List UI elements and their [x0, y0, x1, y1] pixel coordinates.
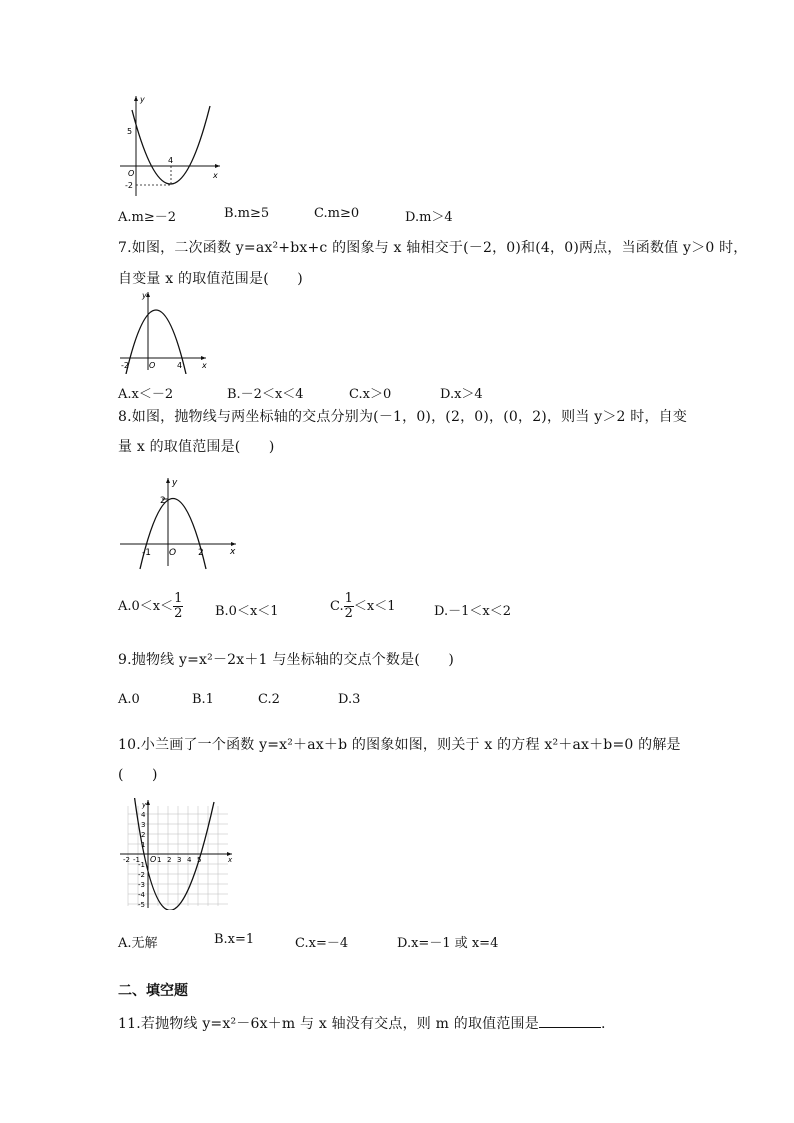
q8-option-a-prefix: A.0＜x＜	[118, 599, 174, 614]
q6-graph	[118, 92, 226, 200]
q10-x-tick: -1	[133, 856, 140, 864]
q9-option-c: C.2	[258, 692, 280, 707]
q10-graph	[118, 798, 238, 910]
q9-option-a: A.0	[118, 692, 140, 707]
q7-option-d: D.x＞4	[440, 387, 483, 402]
q10-x-tick: 2	[167, 856, 172, 864]
q8-graph	[118, 476, 242, 572]
q8-option-c-prefix: C.	[330, 599, 344, 614]
q8-option-c-numerator: 1	[344, 591, 353, 606]
q10-x-tick: 5	[197, 856, 202, 864]
q6-origin: O	[128, 169, 135, 178]
q10-y-tick: -2	[138, 871, 145, 879]
q11-stem	[118, 1013, 606, 1033]
q10-y-tick: -5	[138, 901, 145, 909]
q8-option-c-fraction	[344, 592, 354, 621]
q8-option-a	[118, 592, 183, 621]
q8-option-c-denominator: 2	[344, 606, 353, 621]
q10-option-d: D.x=－1 或 x=4	[397, 936, 499, 951]
q6-y-tick-5: 5	[127, 127, 133, 136]
q8-x-tick-2: 2	[198, 548, 204, 558]
q10-x-tick: 3	[177, 856, 182, 864]
q7-stem-line1: 7.如图，二次函数 y=ax²+bx+c 的图象与 x 轴相交于(－2，0)和(4，0)两点，当函数值 y＞0 时，	[118, 240, 748, 256]
q8-option-b: B.0＜x＜1	[215, 604, 279, 619]
q10-stem-line1: 10.小兰画了一个函数 y=x²＋ax＋b 的图象如图，则关于 x 的方程 x²＋ax＋b=0 的解是	[118, 737, 681, 753]
q8-option-a-fraction	[173, 592, 183, 621]
q10-x-tick: 4	[187, 856, 192, 864]
q7-graph	[118, 288, 210, 374]
q10-y-axis-label: y	[142, 801, 147, 809]
q8-y-tick-2: 2	[160, 496, 166, 506]
q7-x-tick-neg2: -2	[121, 361, 129, 370]
q8-option-d: D.－1＜x＜2	[434, 604, 511, 619]
q10-y-tick: -3	[138, 881, 145, 889]
q6-x-axis-label: x	[213, 171, 218, 180]
section-title-fill-in: 二、填空题	[118, 983, 188, 999]
q7-option-c: C.x＞0	[349, 387, 392, 402]
q8-option-a-numerator: 1	[174, 591, 183, 606]
q10-y-tick: -1	[138, 861, 145, 869]
q7-x-axis-label: x	[202, 361, 207, 370]
q10-option-b: B.x=1	[214, 932, 255, 947]
q10-y-tick: 1	[141, 841, 146, 849]
q8-x-tick-neg1: -1	[142, 548, 151, 558]
q6-y-tick-neg2: -2	[125, 181, 133, 190]
q10-option-a: A.无解	[118, 936, 158, 951]
q7-origin: O	[149, 361, 156, 370]
q7-option-a: A.x＜－2	[118, 387, 174, 402]
q10-x-axis-label: x	[228, 856, 233, 864]
q10-origin: O	[150, 855, 157, 864]
q8-y-axis-label: y	[172, 478, 178, 488]
q8-option-c-suffix: ＜x＜1	[353, 599, 396, 614]
q8-x-axis-label: x	[230, 547, 236, 557]
q10-x-tick: 1	[157, 856, 162, 864]
q10-x-tick: -2	[123, 856, 130, 864]
q7-option-b: B.－2＜x＜4	[227, 387, 304, 402]
q7-y-axis-label: y	[142, 291, 147, 300]
q6-x-tick-4: 4	[168, 156, 174, 165]
q9-option-d: D.3	[338, 692, 361, 707]
q11-stem-text: 11.若抛物线 y=x²－6x＋m 与 x 轴没有交点，则 m 的取值范围是	[118, 1016, 539, 1032]
q11-stem-end: .	[600, 1016, 606, 1032]
q6-option-c: C.m≥0	[314, 206, 360, 221]
q10-y-tick: -4	[138, 891, 145, 899]
q8-origin: O	[169, 548, 177, 558]
q7-stem-line2: 自变量 x 的取值范围是( )	[118, 271, 303, 287]
q10-option-c: C.x=－4	[295, 936, 349, 951]
q6-option-a: A.m≥－2	[118, 210, 177, 225]
q10-y-tick: 2	[141, 831, 146, 839]
q9-stem-line1: 9.抛物线 y=x²－2x＋1 与坐标轴的交点个数是( )	[118, 652, 455, 668]
q10-stem-line2: ( )	[118, 767, 158, 783]
q6-option-d: D.m＞4	[405, 210, 453, 225]
q8-stem-line1: 8.如图，抛物线与两坐标轴的交点分别为(－1，0)，(2，0)，(0，2)，则当 y＞2 时，自变	[118, 409, 688, 425]
q8-option-a-denominator: 2	[174, 606, 183, 621]
q6-y-axis-label: y	[140, 95, 145, 104]
q10-y-tick: 4	[141, 811, 146, 819]
q11-answer-blank[interactable]	[539, 1014, 601, 1028]
q8-stem-line2: 量 x 的取值范围是( )	[118, 439, 275, 455]
q8-option-c	[330, 592, 396, 621]
q6-option-b: B.m≥5	[224, 206, 270, 221]
q9-option-b: B.1	[192, 692, 214, 707]
q7-x-tick-4: 4	[177, 361, 183, 370]
q10-y-tick: 3	[141, 821, 146, 829]
